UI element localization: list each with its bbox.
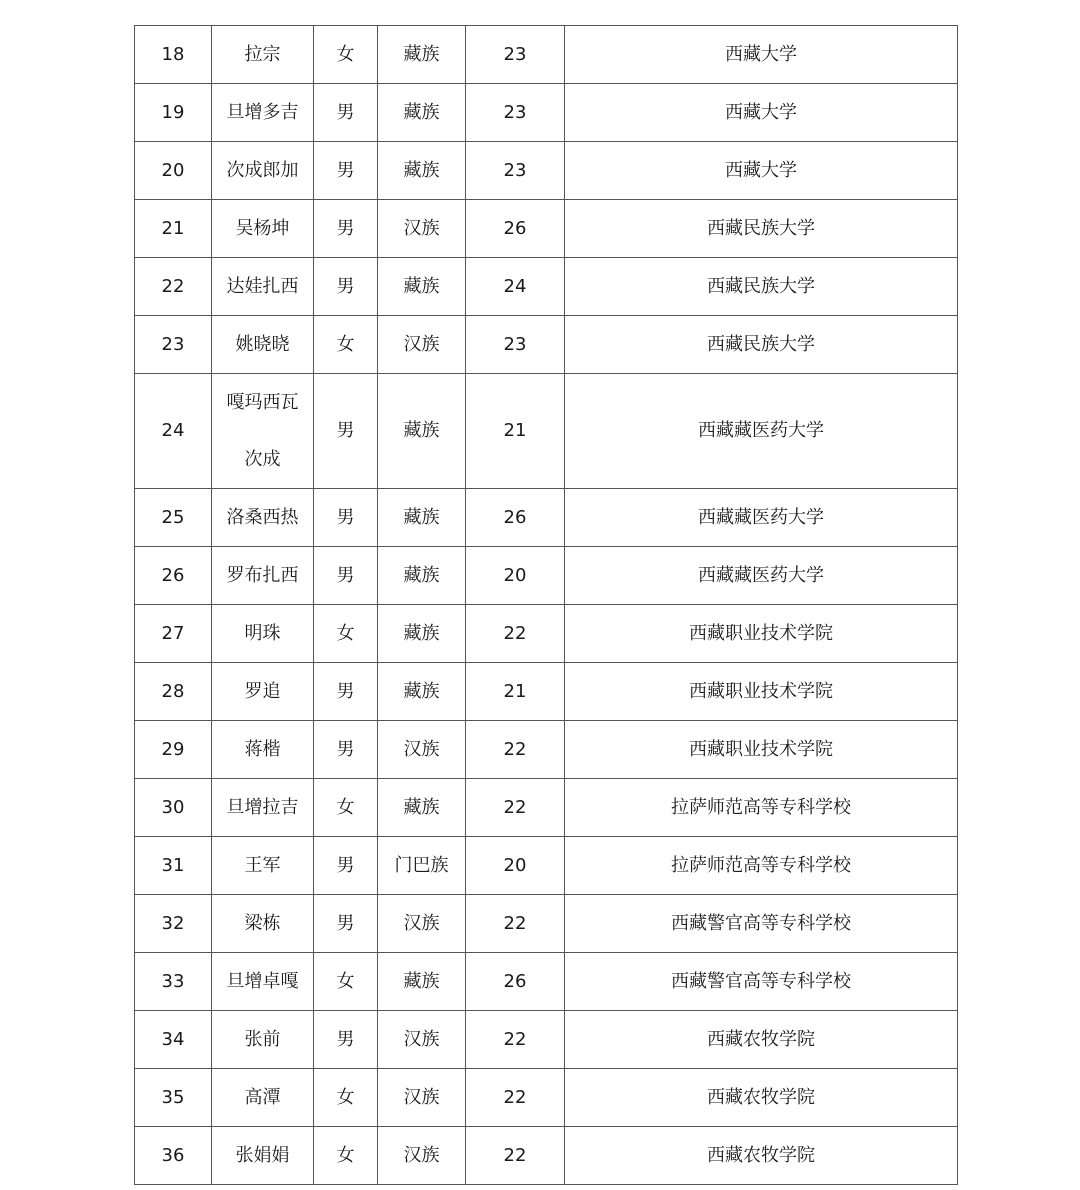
table-row — [135, 142, 958, 200]
table-row — [135, 779, 958, 837]
name-cell: 王军 — [212, 837, 314, 895]
school-cell: 西藏职业技术学院 — [565, 663, 958, 721]
gender-cell: 男 — [314, 547, 378, 605]
table-row — [135, 953, 958, 1011]
age-cell: 22 — [466, 1011, 565, 1069]
roster-table — [134, 25, 958, 1185]
age-cell: 22 — [466, 779, 565, 837]
row-number-cell: 29 — [135, 721, 212, 779]
ethnicity-cell: 藏族 — [378, 489, 466, 547]
school-cell: 西藏职业技术学院 — [565, 605, 958, 663]
ethnicity-cell: 藏族 — [378, 374, 466, 489]
school-cell: 西藏农牧学院 — [565, 1011, 958, 1069]
gender-cell: 男 — [314, 200, 378, 258]
ethnicity-cell: 汉族 — [378, 721, 466, 779]
gender-cell: 男 — [314, 895, 378, 953]
school-cell: 西藏警官高等专科学校 — [565, 953, 958, 1011]
table-row — [135, 374, 958, 489]
row-number-cell: 35 — [135, 1069, 212, 1127]
row-number-cell: 20 — [135, 142, 212, 200]
row-number-cell: 36 — [135, 1127, 212, 1185]
table-row — [135, 721, 958, 779]
gender-cell: 女 — [314, 1127, 378, 1185]
row-number-cell: 25 — [135, 489, 212, 547]
gender-cell: 男 — [314, 258, 378, 316]
school-cell: 西藏警官高等专科学校 — [565, 895, 958, 953]
ethnicity-cell: 藏族 — [378, 547, 466, 605]
name-cell: 张前 — [212, 1011, 314, 1069]
school-cell: 西藏民族大学 — [565, 200, 958, 258]
name-cell: 拉宗 — [212, 26, 314, 84]
ethnicity-cell: 汉族 — [378, 895, 466, 953]
ethnicity-cell: 汉族 — [378, 200, 466, 258]
ethnicity-cell: 汉族 — [378, 1011, 466, 1069]
name-cell: 旦增卓嘎 — [212, 953, 314, 1011]
gender-cell: 男 — [314, 663, 378, 721]
row-number-cell: 26 — [135, 547, 212, 605]
ethnicity-cell: 藏族 — [378, 779, 466, 837]
name-cell: 姚晓晓 — [212, 316, 314, 374]
school-cell: 西藏民族大学 — [565, 258, 958, 316]
gender-cell: 女 — [314, 605, 378, 663]
ethnicity-cell: 藏族 — [378, 258, 466, 316]
ethnicity-cell: 藏族 — [378, 142, 466, 200]
name-cell: 罗追 — [212, 663, 314, 721]
row-number-cell: 33 — [135, 953, 212, 1011]
name-cell: 张娟娟 — [212, 1127, 314, 1185]
gender-cell: 女 — [314, 953, 378, 1011]
gender-cell: 男 — [314, 1011, 378, 1069]
gender-cell: 男 — [314, 721, 378, 779]
age-cell: 21 — [466, 663, 565, 721]
name-cell: 罗布扎西 — [212, 547, 314, 605]
row-number-cell: 22 — [135, 258, 212, 316]
row-number-cell: 32 — [135, 895, 212, 953]
age-cell: 26 — [466, 489, 565, 547]
row-number-cell: 19 — [135, 84, 212, 142]
gender-cell: 女 — [314, 779, 378, 837]
name-cell: 旦增拉吉 — [212, 779, 314, 837]
name-cell: 旦增多吉 — [212, 84, 314, 142]
table-row — [135, 26, 958, 84]
table-row — [135, 258, 958, 316]
row-number-cell: 23 — [135, 316, 212, 374]
age-cell: 20 — [466, 547, 565, 605]
ethnicity-cell: 藏族 — [378, 663, 466, 721]
age-cell: 22 — [466, 895, 565, 953]
name-cell: 吴杨坤 — [212, 200, 314, 258]
name-cell: 达娃扎西 — [212, 258, 314, 316]
row-number-cell: 18 — [135, 26, 212, 84]
ethnicity-cell: 汉族 — [378, 1127, 466, 1185]
gender-cell: 女 — [314, 26, 378, 84]
table-row — [135, 547, 958, 605]
ethnicity-cell: 藏族 — [378, 84, 466, 142]
table-row — [135, 1011, 958, 1069]
school-cell: 西藏大学 — [565, 26, 958, 84]
age-cell: 22 — [466, 605, 565, 663]
row-number-cell: 31 — [135, 837, 212, 895]
row-number-cell: 24 — [135, 374, 212, 489]
gender-cell: 女 — [314, 1069, 378, 1127]
school-cell: 西藏藏医药大学 — [565, 489, 958, 547]
school-cell: 拉萨师范高等专科学校 — [565, 837, 958, 895]
school-cell: 西藏农牧学院 — [565, 1069, 958, 1127]
ethnicity-cell: 藏族 — [378, 953, 466, 1011]
row-number-cell: 21 — [135, 200, 212, 258]
age-cell: 23 — [466, 84, 565, 142]
table-row — [135, 84, 958, 142]
age-cell: 23 — [466, 316, 565, 374]
gender-cell: 男 — [314, 142, 378, 200]
table-row — [135, 1069, 958, 1127]
ethnicity-cell: 汉族 — [378, 1069, 466, 1127]
age-cell: 23 — [466, 26, 565, 84]
age-cell: 22 — [466, 721, 565, 779]
gender-cell: 女 — [314, 316, 378, 374]
table-row — [135, 663, 958, 721]
table-row — [135, 200, 958, 258]
row-number-cell: 27 — [135, 605, 212, 663]
gender-cell: 男 — [314, 84, 378, 142]
school-cell: 西藏藏医药大学 — [565, 374, 958, 489]
school-cell: 西藏藏医药大学 — [565, 547, 958, 605]
table-row — [135, 316, 958, 374]
ethnicity-cell: 汉族 — [378, 316, 466, 374]
name-text: 嘎玛西瓦次成 — [226, 392, 299, 470]
gender-cell: 男 — [314, 374, 378, 489]
age-cell: 23 — [466, 142, 565, 200]
ethnicity-cell: 藏族 — [378, 605, 466, 663]
name-cell: 梁栋 — [212, 895, 314, 953]
age-cell: 20 — [466, 837, 565, 895]
school-cell: 西藏职业技术学院 — [565, 721, 958, 779]
table-row — [135, 489, 958, 547]
ethnicity-cell: 藏族 — [378, 26, 466, 84]
name-cell: 高潭 — [212, 1069, 314, 1127]
name-cell: 洛桑西热 — [212, 489, 314, 547]
gender-cell: 男 — [314, 489, 378, 547]
age-cell: 21 — [466, 374, 565, 489]
row-number-cell: 28 — [135, 663, 212, 721]
age-cell: 24 — [466, 258, 565, 316]
row-number-cell: 34 — [135, 1011, 212, 1069]
name-cell: 蒋楷 — [212, 721, 314, 779]
table-row — [135, 837, 958, 895]
row-number-cell: 30 — [135, 779, 212, 837]
table-row — [135, 605, 958, 663]
school-cell: 西藏农牧学院 — [565, 1127, 958, 1185]
age-cell: 26 — [466, 200, 565, 258]
age-cell: 22 — [466, 1127, 565, 1185]
school-cell: 西藏民族大学 — [565, 316, 958, 374]
gender-cell: 男 — [314, 837, 378, 895]
name-cell: 次成郎加 — [212, 142, 314, 200]
school-cell: 西藏大学 — [565, 84, 958, 142]
name-cell: 明珠 — [212, 605, 314, 663]
table-row — [135, 1127, 958, 1185]
school-cell: 拉萨师范高等专科学校 — [565, 779, 958, 837]
table-row — [135, 895, 958, 953]
ethnicity-cell: 门巴族 — [378, 837, 466, 895]
age-cell: 26 — [466, 953, 565, 1011]
school-cell: 西藏大学 — [565, 142, 958, 200]
name-cell — [212, 374, 314, 489]
age-cell: 22 — [466, 1069, 565, 1127]
